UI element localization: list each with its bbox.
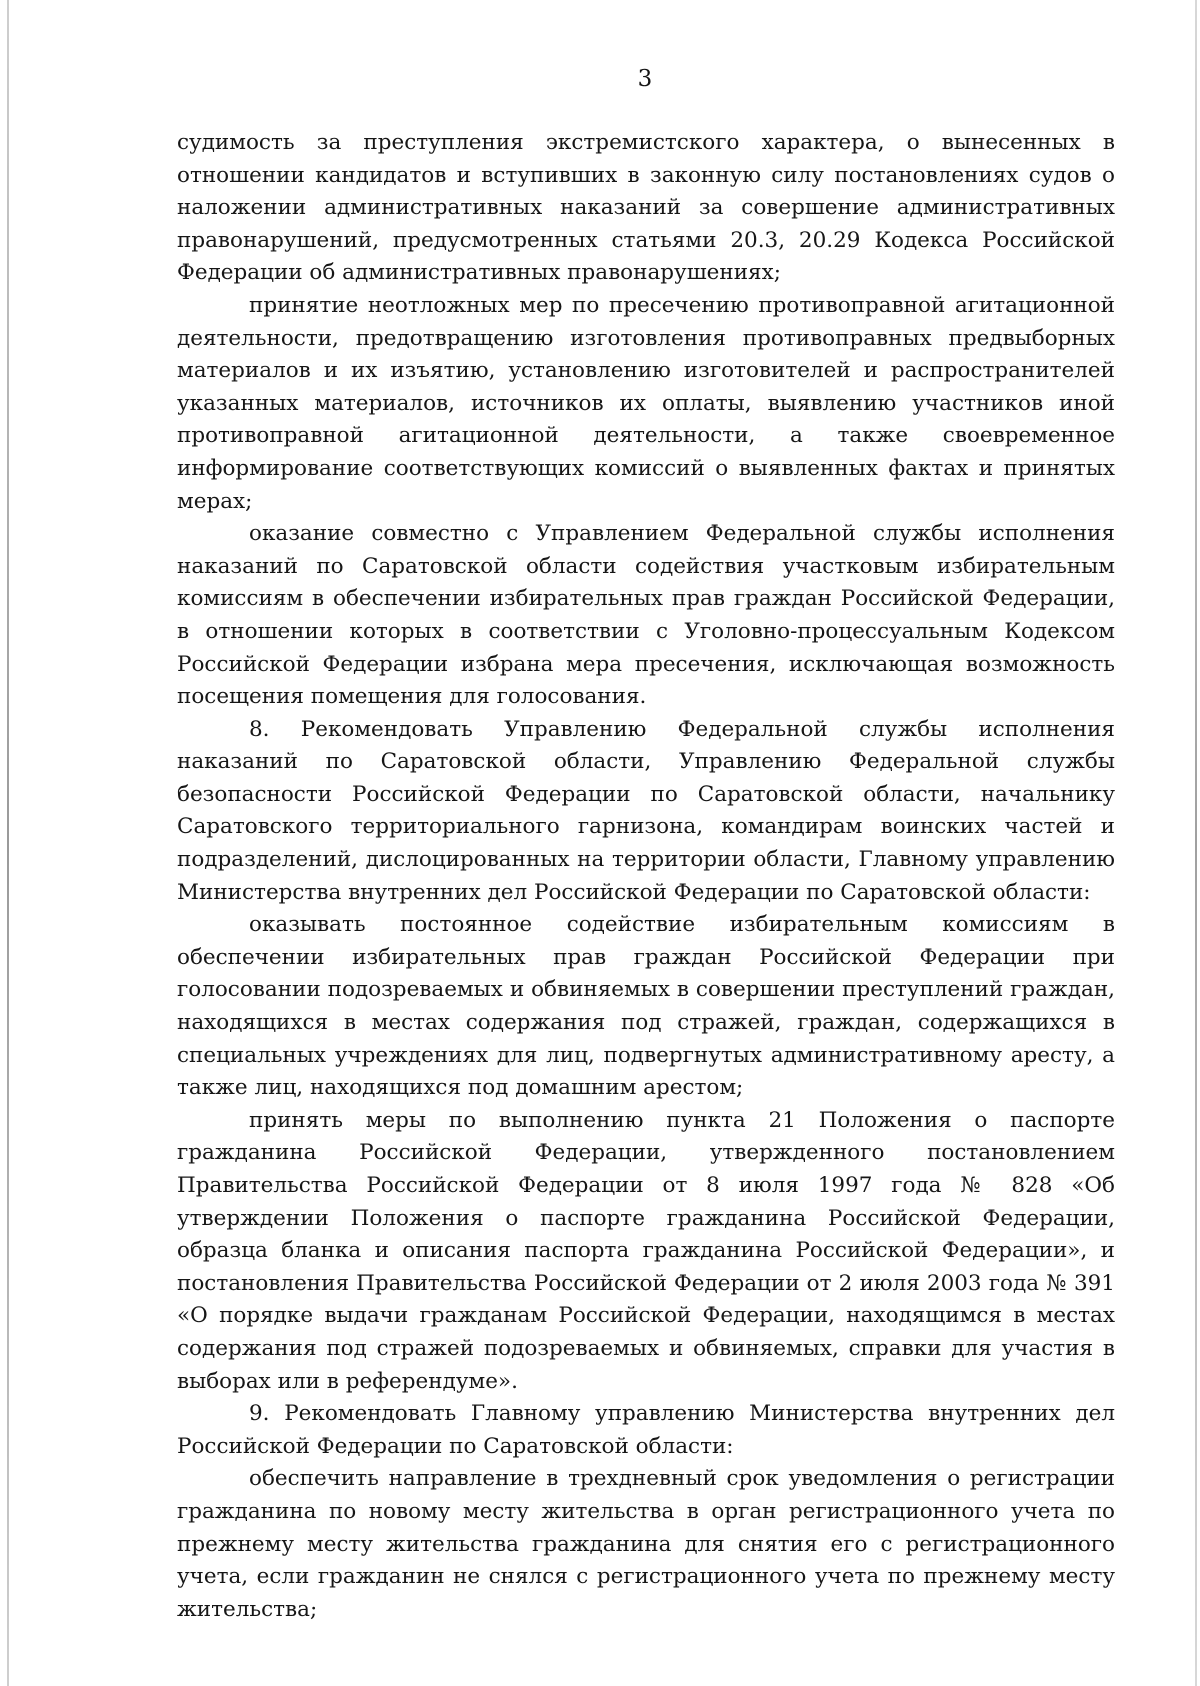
scan-edge-right — [1195, 0, 1197, 1686]
paragraph: принятие неотложных мер по пресечению противоправной агитационной деятельности, предотвращению изготовления противоправных предвыборных материалов и их изъятию, установлению изготовителей и распространителей указанных материалов, источников их оплаты, выявлению участников иной противоправной агитационной деятельности, а также своевременное информирование соответствующих комиссий о выявленных фактах и принятых мерах; — [177, 292, 1115, 514]
paragraph: принять меры по выполнению пункта 21 Положения о паспорте гражданина Российской Федерации, утвержденного постановлением Правительства Российской Федерации от 8 июля 1997 года № 828 «Об утверждении Положения о паспорте гражданина Российской Федерации, образца бланка и описания паспорта гражданина Российской Федерации», и постановления Правительства Российской Федерации от 2 июля 2003 года № 391 «О порядке выдачи гражданам Российской Федерации, находящимся в местах содержания под стражей подозреваемых и обвиняемых, справки для участия в выборах или в референдуме». — [177, 1107, 1115, 1394]
page-number: 3 — [637, 66, 653, 92]
paragraph: оказывать постоянное содействие избирательным комиссиям в обеспечении избирательных прав граждан Российской Федерации при голосовании подозреваемых и обвиняемых в совершении преступлений граждан, находящихся в местах содержания под стражей, граждан, содержащихся в специальных учреждениях для лиц, подвергнутых административному аресту, а также лиц, находящихся под домашним арестом; — [177, 912, 1115, 1101]
paragraph-item-9: 9. Рекомендовать Главному управлению Министерства внутренних дел Российской Федерации по Саратовской области: — [177, 1401, 1115, 1459]
paragraph-item-8: 8. Рекомендовать Управлению Федеральной службы исполнения наказаний по Саратовской области, Управлению Федеральной службы безопасности Российской Федерации по Саратовской области, начальнику Саратовского территориального гарнизона, командирам воинских частей и подразделений, дислоцированных на территории области, Главному управлению Министерства внутренних дел Российской Федерации по Саратовской области: — [177, 716, 1115, 905]
document-body — [177, 127, 1115, 1626]
scan-edge-left — [7, 0, 9, 1686]
paragraph: оказание совместно с Управлением Федеральной службы исполнения наказаний по Саратовской области содействия участковым избирательным комиссиям в обеспечении избирательных прав граждан Российской Федерации, в отношении которых в соответствии с Уголовно-процессуальным Кодексом Российской Федерации избрана мера пресечения, исключающая возможность посещения помещения для голосования. — [177, 521, 1115, 710]
paragraph-continuation: судимость за преступления экстремистского характера, о вынесенных в отношении кандидатов и вступивших в законную силу постановлениях судов о наложении административных наказаний за совершение административных правонарушений, предусмотренных статьями 20.3, 20.29 Кодекса Российской Федерации об административных правонарушениях; — [177, 130, 1115, 286]
paragraph: обеспечить направление в трехдневный срок уведомления о регистрации гражданина по новому месту жительства в орган регистрационного учета по прежнему месту жительства гражданина для снятия его с регистрационного учета, если гражданин не снялся с регистрационного учета по прежнему месту жительства; — [177, 1466, 1115, 1622]
